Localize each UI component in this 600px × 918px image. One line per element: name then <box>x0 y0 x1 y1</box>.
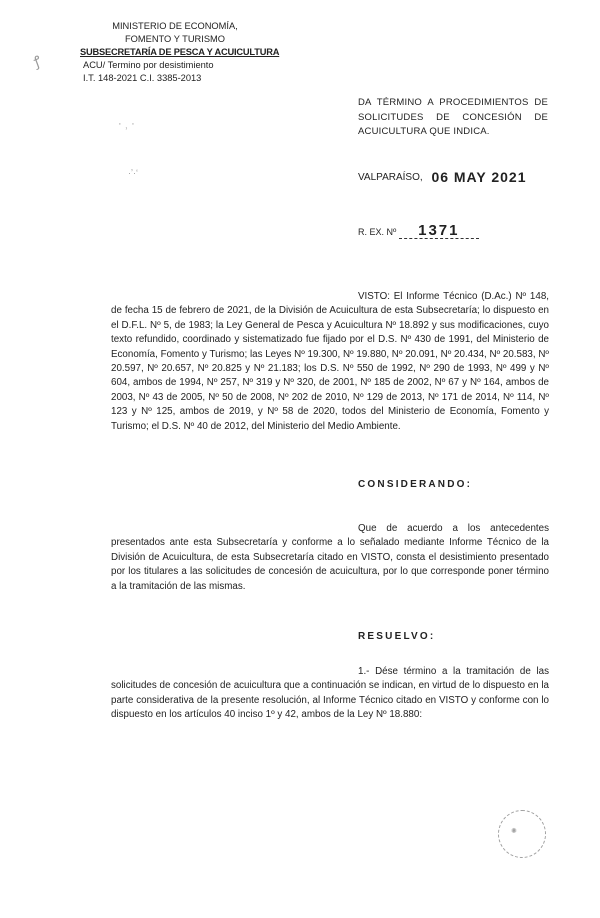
reference-line: I.T. 148-2021 C.I. 3385-2013 <box>83 73 202 83</box>
place-date-line <box>358 169 527 185</box>
ministry-line-2: FOMENTO Y TURISMO <box>124 34 226 44</box>
considerando-paragraph: Que de acuerdo a los antecedentes presentados ante esta Subsecretaría y conforme a lo señalado mediante Informe Técnico de la División de Acuicultura, de esta Subsecretaría citado en VISTO, consta el desistimiento presentado por los titulares a las solicitudes de concesión de acuicultura, por lo que corresponde poner término a la tramitación de las mismas. <box>111 523 549 592</box>
considerando-heading: CONSIDERANDO: <box>358 479 473 490</box>
subsecretaria-line: SUBSECRETARÍA DE PESCA Y ACUICULTURA <box>80 47 280 57</box>
resolution-label: R. EX. Nº <box>358 227 397 237</box>
resolution-number-line <box>358 224 479 239</box>
scan-mark: ꝭ <box>31 52 44 70</box>
visto-paragraph: VISTO: El Informe Técnico (D.Ac.) Nº 148, de fecha 15 de febrero de 2021, de la División de Acuicultura de esta Subsecretaría; lo dispuesto en el D.F.L. Nº 5, de 1983; la Ley General de Pesca y Acuicultura Nº 18.892 y sus modificaciones, cuyo texto refundido, coordinado y sistematizado fue fijado por el D.S. Nº 430 de 1991, del Ministerio de Economía, Fomento y Turismo; las Leyes Nº 19.300, Nº 19.880, Nº 20.091, Nº 20.434, Nº 20.583, Nº 20.597, Nº 20.657, Nº 20.825 y Nº 21.183; los D.S. Nº 550 de 1992, Nº 290 de 1993, Nº 499 y Nº 604, ambos de 1994, Nº 257, Nº 319 y Nº 320, de 2001, Nº 185 de 2002, Nº 67 y Nº 164, ambos de 2003, Nº 43 de 2005, Nº 50 de 2008, Nº 202 de 2010, Nº 129 de 2013, Nº 171 de 2014, Nº 114, Nº 123 y Nº 125, ambos de 2019, y Nº 58 de 2020, todos del Ministerio de Economía, Fomento y Turismo; el D.S. Nº 40 de 2012, del Ministerio del Medio Ambiente. <box>111 291 549 432</box>
resuelvo-heading: RESUELVO: <box>358 631 436 642</box>
official-stamp: ✺ <box>498 810 546 858</box>
letterhead <box>80 20 280 85</box>
ministry-line: MINISTERIO DE ECONOMÍA, <box>112 21 238 31</box>
resuelvo-paragraph: 1.- Dése término a la tramitación de las solicitudes de concesión de acuicultura que a continuación se indican, en virtud de lo dispuesto en la parte considerativa de la presente resolución, al Informe Técnico citado en VISTO y conforme con lo dispuesto en los artículos 40 inciso 1º y 42, ambos de la Ley Nº 18.880: <box>111 666 549 721</box>
document-title: DA TÉRMINO A PROCEDIMIENTOS DE SOLICITUDES DE CONCESIÓN DE ACUICULTURA QUE INDICA. <box>358 97 548 137</box>
place: VALPARAÍSO, <box>358 172 423 183</box>
scan-mark: · ⸒ · <box>118 118 135 130</box>
date-stamp: 06 MAY 2021 <box>431 169 527 185</box>
scan-mark: ·ʼ·ʻ <box>128 168 138 178</box>
act-line: ACU/ Termino por desistimiento <box>83 60 214 70</box>
resolution-number: 1371 <box>399 224 479 239</box>
